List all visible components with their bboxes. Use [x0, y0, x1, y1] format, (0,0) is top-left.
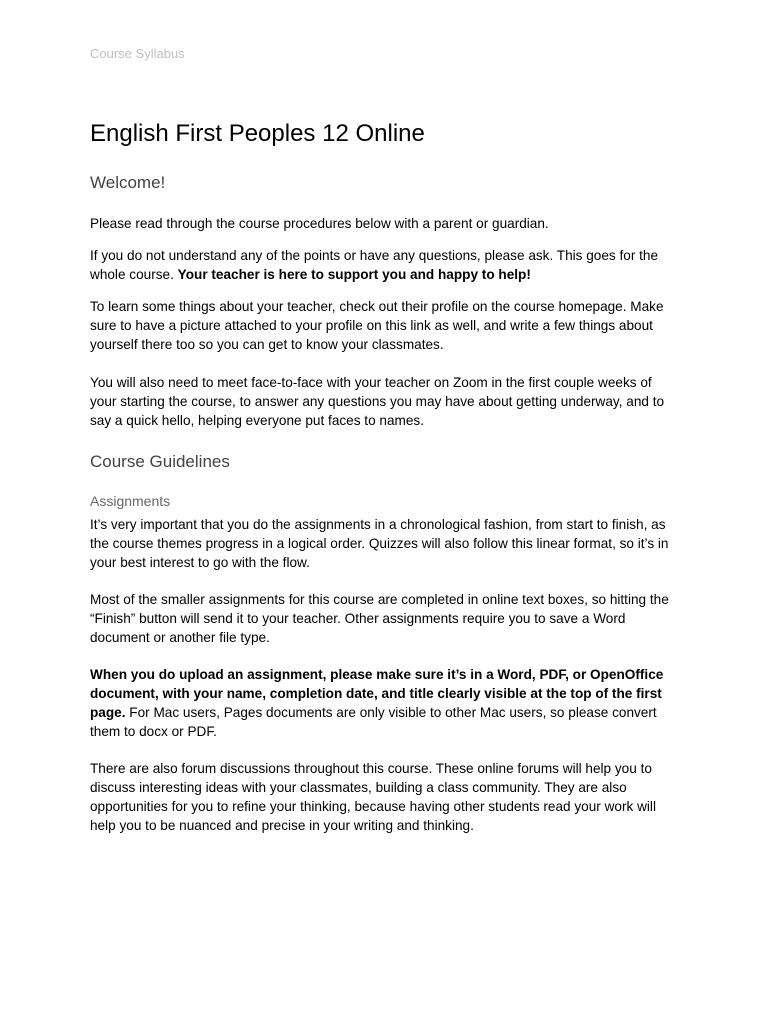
welcome-heading: Welcome!	[90, 173, 166, 192]
welcome-paragraph-2	[90, 246, 680, 284]
assignments-heading: Assignments	[90, 493, 171, 509]
welcome-paragraph-2-text: If you do not understand any of the points or have any questions, please ask. This goes for the whole course.	[90, 248, 659, 282]
course-guidelines-heading: Course Guidelines	[90, 452, 230, 471]
assignments-paragraph-3	[90, 665, 680, 741]
assignments-paragraph-2: Most of the smaller assignments for this course are completed in online text boxes, so hitting the “Finish” button will send it to your teacher. Other assignments require you to save a Word document or another file type.	[90, 592, 669, 645]
welcome-paragraph-3: To learn some things about your teacher, check out their profile on the course homepage. Make sure to have a picture attached to your profile on this link as well, and write a few things about yourself there too so you can get to know your classmates.	[90, 299, 664, 352]
welcome-paragraph-1: Please read through the course procedures below with a parent or guardian.	[90, 216, 549, 231]
document-title: English First Peoples 12 Online	[90, 120, 425, 147]
assignments-paragraph-4: There are also forum discussions throughout this course. These online forums will help you to discuss interesting ideas with your classmates, building a class community. They are also opportunities for you to refine your thinking, because having other students read your work will help you to be nuanced and precise in your writing and thinking.	[90, 761, 656, 833]
upload-requirements-emphasis: When you do upload an assignment, please make sure it’s in a Word, PDF, or OpenOffice document, with your name, completion date, and title clearly visible at the top of the first page.	[90, 667, 664, 720]
mac-users-note: For Mac users, Pages documents are only visible to other Mac users, so please convert them to docx or PDF.	[90, 705, 657, 739]
page-header-label: Course Syllabus	[90, 46, 185, 61]
document-body	[90, 118, 680, 835]
support-emphasis: Your teacher is here to support you and happy to help!	[177, 267, 531, 282]
assignments-paragraph-1: It’s very important that you do the assignments in a chronological fashion, from start to finish, as the course themes progress in a logical order. Quizzes will also follow this linear format, so it’s in your best interest to go with the flow.	[90, 517, 669, 570]
welcome-paragraph-4: You will also need to meet face-to-face with your teacher on Zoom in the first couple weeks of your starting the course, to answer any questions you may have about getting underway, and to say a quick hello, helping everyone put faces to names.	[90, 375, 665, 428]
